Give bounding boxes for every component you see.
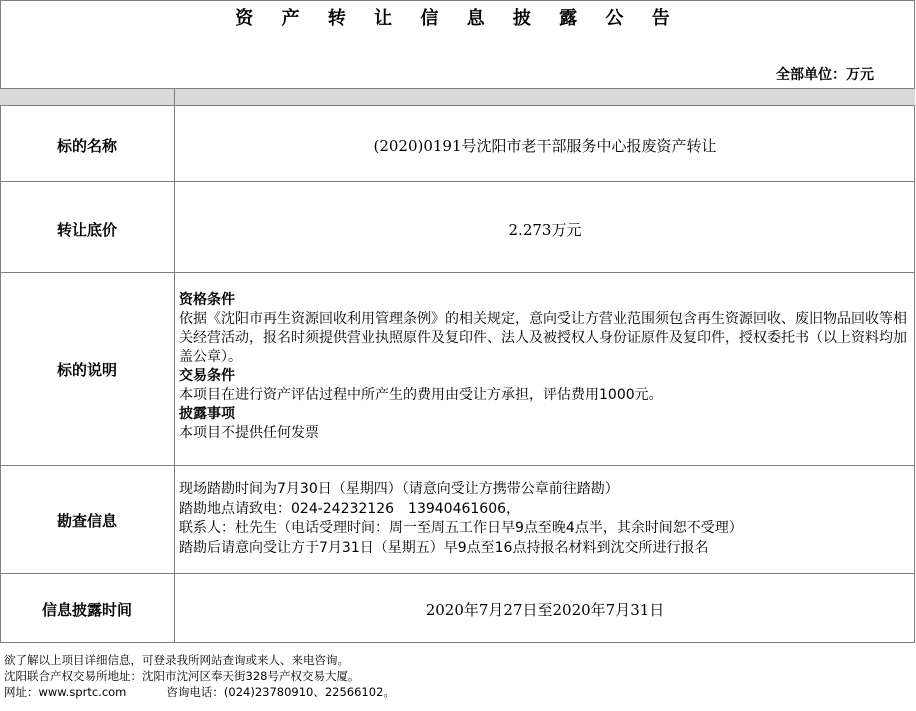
footer-address: 沈阳联合产权交易所地址：沈阳市沈河区奉天街328号产权交易大厦。: [4, 669, 360, 683]
survey-line: 踏勘地点请致电：024-24232126 13940461606，: [179, 500, 521, 517]
header-band: [0, 88, 915, 106]
disclosure-text: 本项目不提供任何发票: [179, 425, 319, 441]
qualification-text: 依据《沈阳市再生资源回收利用管理条例》的相关规定，意向受让方营业范围须包含再生资源回收、废旧物品回收等相关经营活动，报名时须提供营业执照原件及复印件、法人及被授权人身份证原件及复印件，授权委托书（以上资料均加盖公章）。: [179, 311, 907, 365]
value-subject-name: (2020)0191号沈阳市老干部服务中心报废资产转让: [373, 137, 717, 155]
column-divider: [174, 88, 175, 643]
disclosure-heading: 披露事项: [179, 406, 235, 422]
trade-heading: 交易条件: [179, 368, 235, 384]
website-link[interactable]: 网址：www.sprtc.com: [4, 685, 127, 699]
label-description: 标的说明: [56, 361, 117, 379]
row-divider: [0, 181, 915, 182]
trade-text: 本项目在进行资产评估过程中所产生的费用由受让方承担，评估费用1000元。: [179, 387, 663, 403]
qualification-heading: 资格条件: [179, 292, 235, 308]
value-base-price: 2.273万元: [508, 221, 582, 239]
survey-line: 现场踏勘时间为7月30日（星期四）（请意向受让方携带公章前往踏勘）: [179, 481, 619, 497]
footer: [4, 652, 912, 700]
phone-number: 咨询电话：(024)23780910、22566102。: [166, 685, 395, 699]
survey-line: 踏勘后请意向受让方于7月31日（星期五）早9点至16点持报名材料到沈交所进行报名: [179, 539, 709, 556]
row-divider: [0, 272, 915, 273]
survey-block: [179, 480, 911, 558]
label-survey: 勘查信息: [56, 512, 117, 530]
label-disclosure-period: 信息披露时间: [41, 601, 132, 619]
page-title: 资 产 转 让 信 息 披 露 公 告: [235, 8, 681, 29]
value-disclosure-period: 2020年7月27日至2020年7月31日: [425, 601, 665, 619]
footer-contact-line: [4, 684, 912, 700]
survey-line: 联系人：杜先生（电话受理时间：周一至周五工作日早9点至晚4点半，其余时间恕不受理）: [179, 520, 743, 536]
row-divider: [0, 465, 915, 466]
label-subject-name: 标的名称: [56, 137, 117, 155]
unit-note: 全部单位：万元: [776, 67, 874, 83]
footer-info-line: 欲了解以上项目详细信息，可登录我所网站查询或来人、来电咨询。: [4, 653, 349, 667]
row-divider: [0, 573, 915, 574]
description-block: [179, 291, 911, 443]
label-base-price: 转让底价: [56, 221, 117, 239]
